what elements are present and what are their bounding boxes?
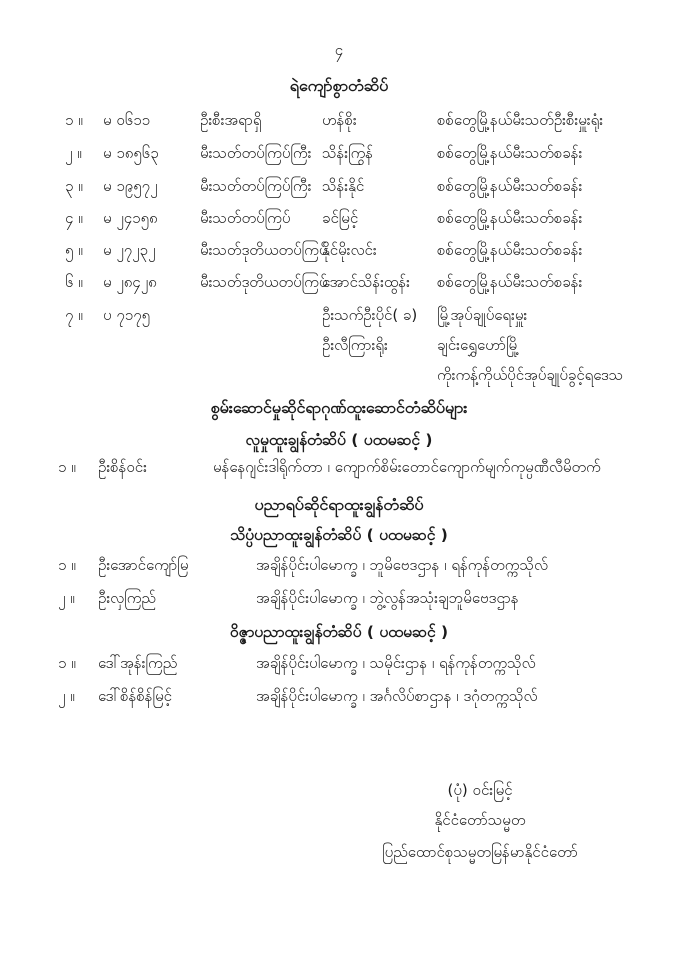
row-number: ၂ ။ — [65, 144, 82, 162]
description: အချိန်ပိုင်းပါမောက္ခ ၊ ဘွဲ့လွန်အသုံးချဘူမိဗေဒဌာန — [256, 589, 519, 607]
office: မြို့အုပ်ချုပ်ရေးမှူး — [437, 306, 528, 324]
office: စစ်တွေမြို့နယ်မီးသတ်စခန်း — [437, 177, 583, 195]
name: ဦးလှကြည် — [98, 589, 156, 607]
row-number: ၅ ။ — [65, 241, 83, 259]
table-row — [0, 651, 678, 675]
signature-name: (ပုံ) ဝင်းမြင့် — [447, 781, 513, 799]
description: မန်နေဂျင်းဒါရိုက်တာ ၊ ကျောက်စိမ်းတောင်ကျောက်မျက်ကုမ္ပဏီလီမိတက် — [213, 458, 601, 476]
table-row — [0, 455, 678, 479]
row-number: ၂ ။ — [58, 589, 75, 607]
table-row — [0, 684, 678, 708]
rank: ဦးစီးအရာရှိ — [200, 111, 262, 129]
table-row — [0, 553, 678, 577]
signature-title: နိုင်ငံတော်သမ္မတ — [434, 811, 526, 829]
table-row — [0, 333, 678, 357]
section3-subtitle: သိပ္ပံပညာထူးချွန်တံဆိပ် ( ပထမဆင့် ) — [230, 526, 448, 544]
name: ဒေါ်စိန်စိန်မြင့် — [98, 687, 172, 705]
office: စစ်တွေမြို့နယ်မီးသတ်စခန်း — [437, 273, 583, 291]
row-number: ၁ ။ — [65, 111, 83, 129]
row-number: ၁ ။ — [58, 654, 76, 672]
name: ဦးအောင်ကျော်မြ — [98, 556, 189, 574]
office: စစ်တွေမြို့နယ်မီးသတ်စခန်း — [437, 241, 583, 259]
row-number: ၁ ။ — [58, 458, 76, 476]
rank: မီးသတ်တပ်ကြပ်ကြီး — [200, 177, 312, 195]
row-number: ၂ ။ — [58, 687, 75, 705]
description: အချိန်ပိုင်းပါမောက္ခ ၊ အင်္ဂလိပ်စာဌာန ၊ ဒဂုံတက္ကသိုလ် — [256, 687, 538, 705]
table-row — [0, 586, 678, 610]
service-id: မ ၁၈၅၆၃ — [103, 144, 159, 162]
page-number: ၄ — [334, 41, 344, 59]
row-number: ၇ ။ — [65, 306, 83, 324]
service-id: ပ ၇၁၇၅ — [103, 306, 151, 324]
table-row — [0, 174, 678, 198]
name: ဦးစိန်ဝင်း — [98, 458, 147, 476]
office: စစ်တွေမြို့နယ်မီးသတ်ဦးစီးမှူးရုံး — [437, 111, 604, 129]
rank: မီးသတ်တပ်ကြပ် — [200, 209, 291, 227]
name: ဟန်စိုး — [322, 111, 357, 129]
office: စစ်တွေမြို့နယ်မီးသတ်စခန်း — [437, 144, 583, 162]
table-row — [0, 363, 678, 387]
name: နိုင်မိုးလင်း — [322, 241, 377, 259]
section1-title: ရဲကျော်စွာတံဆိပ် — [289, 76, 389, 95]
row-number: ၃ ။ — [65, 177, 83, 195]
name: သိန်းကြွန် — [322, 144, 374, 162]
rank: မီးသတ်ဒုတိယတပ်ကြပ် — [200, 273, 328, 291]
section3-title: ပညာရပ်ဆိုင်ရာထူးချွန်တံဆိပ် — [254, 495, 424, 514]
section2-title: စွမ်းဆောင်မှုဆိုင်ရာဂုဏ်ထူးဆောင်တံဆိပ်များ — [210, 398, 468, 417]
description: အချိန်ပိုင်းပါမောက္ခ ၊ သမိုင်းဌာန ၊ ရန်ကုန်တက္ကသိုလ် — [256, 654, 536, 672]
rank: မီးသတ်ဒုတိယတပ်ကြပ် — [200, 241, 328, 259]
service-id: မ ၂၈၄၂၈ — [103, 273, 157, 291]
office: ချင်းရွှေဟော်မြို့ — [437, 336, 520, 354]
service-id: မ ၁၉၅၇၂ — [103, 177, 158, 195]
description: အချိန်ပိုင်းပါမောက္ခ ၊ ဘူမိဗေဒဌာန ၊ ရန်ကုန်တက္ကသိုလ် — [256, 556, 549, 574]
table-row — [0, 303, 678, 327]
rank: မီးသတ်တပ်ကြပ်ကြီး — [200, 144, 312, 162]
service-id: မ ၂၇၂၃၂ — [103, 241, 156, 259]
section2-subtitle: လူမှုထူးချွန်တံဆိပ် ( ပထမဆင့် ) — [245, 431, 433, 449]
name: ဦးလီကြားရိုး — [322, 336, 388, 354]
row-number: ၄ ။ — [65, 209, 83, 227]
table-row — [0, 141, 678, 165]
row-number: ၁ ။ — [58, 556, 76, 574]
section4-subtitle: ဝိဇ္ဇာပညာထူးချွန်တံဆိပ် ( ပထမဆင့် ) — [229, 623, 449, 641]
name: သိန်းနိုင် — [322, 177, 365, 195]
table-row — [0, 270, 678, 294]
signature-country: ပြည်ထောင်စုသမ္မတမြန်မာနိုင်ငံတော် — [382, 843, 578, 861]
table-row — [0, 238, 678, 262]
service-id: မ ၀၆၁၁ — [103, 111, 151, 129]
name: ခင်မြင့် — [322, 209, 359, 227]
table-row — [0, 108, 678, 132]
name: ဒေါ်အုန်းကြည် — [98, 654, 178, 672]
service-id: မ ၂၄၁၅၈ — [103, 209, 158, 227]
name: ဦးသက်ဦးပိုင်( ခ) — [322, 306, 418, 324]
name: အောင်သိန်းထွန်း — [322, 273, 410, 291]
office: ကိုးကန့်ကိုယ်ပိုင်အုပ်ချုပ်ခွင့်ရဒေသ — [437, 366, 624, 384]
row-number: ၆ ။ — [65, 273, 83, 291]
table-row — [0, 206, 678, 230]
office: စစ်တွေမြို့နယ်မီးသတ်စခန်း — [437, 209, 583, 227]
